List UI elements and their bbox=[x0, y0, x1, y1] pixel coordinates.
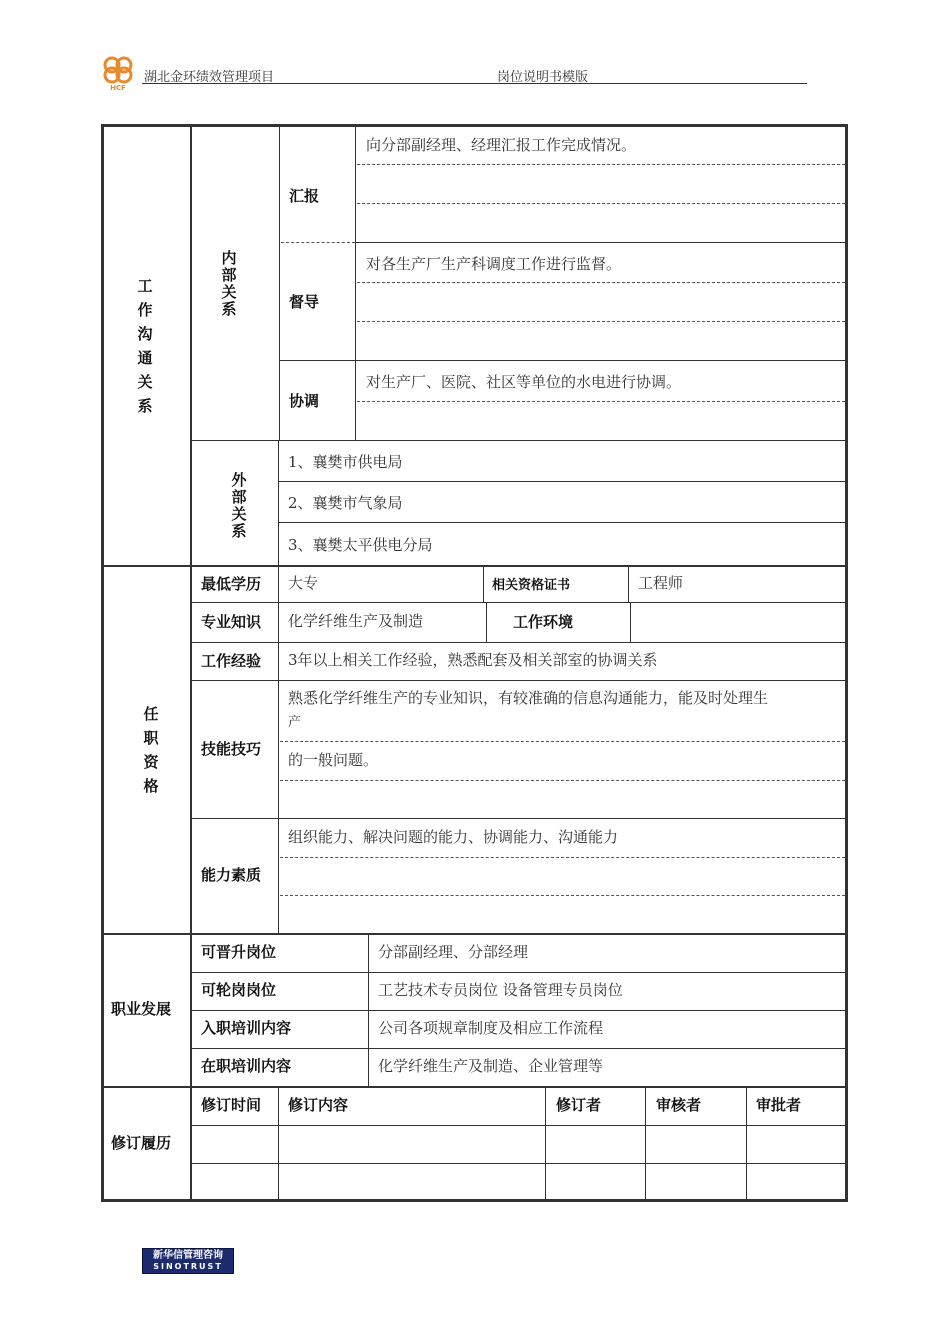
col-divider-cert-value bbox=[628, 566, 629, 602]
section-line-communication bbox=[103, 565, 845, 567]
external-item-2: 2、襄樊市气象局 bbox=[288, 494, 403, 512]
col-divider-cert bbox=[483, 566, 484, 602]
writing-line bbox=[280, 741, 845, 742]
row-line-rev-header bbox=[190, 1125, 845, 1126]
rotate-label: 可轮岗岗位 bbox=[201, 981, 277, 999]
rev-col-reviewer: 审核者 bbox=[656, 1096, 702, 1114]
col-divider-qualification bbox=[278, 566, 279, 934]
company-logo bbox=[100, 53, 138, 91]
cert-label: 相关资格证书 bbox=[492, 578, 571, 593]
supervise-text: 对各生产厂生产科调度工作进行监督。 bbox=[366, 255, 622, 273]
env-label: 工作环境 bbox=[513, 613, 574, 631]
coordinate-label: 协调 bbox=[289, 392, 320, 410]
writing-line bbox=[357, 282, 845, 283]
knowledge-label: 专业知识 bbox=[201, 613, 262, 631]
section-line-qualification bbox=[103, 933, 845, 935]
row-line-rotate bbox=[190, 1010, 845, 1011]
row-line-internal bbox=[190, 440, 845, 441]
row-line-promote bbox=[190, 972, 845, 973]
writing-line bbox=[280, 780, 845, 781]
row-line-rev-1 bbox=[190, 1163, 845, 1164]
row-dash-report bbox=[281, 242, 355, 243]
ability-label: 能力素质 bbox=[201, 866, 262, 884]
promote-value: 分部副经理、分部经理 bbox=[378, 943, 529, 961]
onjob-label: 在职培训内容 bbox=[201, 1057, 292, 1075]
section-label-communication: 工作沟通关系 bbox=[137, 277, 153, 415]
writing-line bbox=[280, 895, 845, 896]
col-divider-section bbox=[190, 126, 192, 1200]
exp-value: 3年以上相关工作经验，熟悉配套及相关部室的协调关系 bbox=[288, 651, 658, 669]
skill-line-2: 的一般问题。 bbox=[288, 751, 379, 769]
col-divider-rev-2 bbox=[545, 1086, 546, 1202]
col-divider-external bbox=[278, 440, 279, 566]
col-divider-env-value bbox=[630, 602, 631, 642]
exp-label: 工作经验 bbox=[201, 652, 262, 670]
row-line-supervise bbox=[279, 360, 845, 361]
col-divider-internal-content bbox=[355, 126, 356, 440]
skill-line-1b: 产 bbox=[288, 715, 302, 730]
footer-brand-logo bbox=[142, 1248, 234, 1274]
row-line-edu bbox=[190, 602, 845, 603]
row-line-ext-1 bbox=[278, 481, 845, 482]
rev-col-time: 修订时间 bbox=[201, 1096, 262, 1114]
report-text: 向分部副经理、经理汇报工作完成情况。 bbox=[366, 136, 637, 154]
col-divider-rev-1 bbox=[278, 1086, 279, 1202]
section-line-career bbox=[103, 1086, 845, 1088]
section-label-career: 职业发展 bbox=[111, 1000, 172, 1018]
row-line-skill bbox=[190, 818, 845, 819]
report-label: 汇报 bbox=[289, 187, 320, 205]
header-company: 湖北金环绩效管理项目 bbox=[144, 70, 275, 85]
logo-rings-icon bbox=[100, 53, 138, 91]
external-item-1: 1、襄樊市供电局 bbox=[288, 453, 403, 471]
skill-label: 技能技巧 bbox=[201, 740, 262, 758]
header-doc-title: 岗位说明书模版 bbox=[497, 70, 589, 85]
writing-line bbox=[357, 203, 845, 204]
row-line-knowledge bbox=[190, 642, 845, 643]
writing-line bbox=[280, 857, 845, 858]
header-rule bbox=[142, 83, 807, 84]
cert-value: 工程师 bbox=[638, 574, 684, 592]
supervise-label: 督导 bbox=[289, 293, 320, 311]
onjob-value: 化学纤维生产及制造、企业管理等 bbox=[378, 1057, 604, 1075]
footer-brand-cn: 新华信管理咨询 bbox=[153, 1250, 223, 1261]
footer-brand-en: SINOTRUST bbox=[153, 1262, 223, 1271]
col-divider-env bbox=[486, 602, 487, 642]
knowledge-value: 化学纤维生产及制造 bbox=[288, 612, 424, 630]
col-divider-rev-3 bbox=[645, 1086, 646, 1202]
edu-value: 大专 bbox=[288, 574, 319, 592]
col-divider-internal bbox=[279, 126, 280, 440]
section-label-qualification: 任职资格 bbox=[143, 705, 159, 795]
induction-label: 入职培训内容 bbox=[201, 1019, 292, 1037]
writing-line bbox=[357, 164, 845, 165]
promote-label: 可晋升岗位 bbox=[201, 943, 277, 961]
col-divider-rev-4 bbox=[746, 1086, 747, 1202]
edu-label: 最低学历 bbox=[201, 575, 262, 593]
skill-line-1: 熟悉化学纤维生产的专业知识，有较准确的信息沟通能力，能及时处理生 bbox=[288, 689, 769, 707]
external-item-3: 3、襄樊太平供电分局 bbox=[288, 536, 433, 554]
logo-text: HCF bbox=[110, 84, 126, 91]
rev-col-approver: 审批者 bbox=[756, 1096, 802, 1114]
rev-col-reviser: 修订者 bbox=[556, 1096, 602, 1114]
ability-value: 组织能力、解决问题的能力、协调能力、沟通能力 bbox=[288, 828, 619, 846]
writing-line bbox=[357, 401, 845, 402]
coordinate-text: 对生产厂、医院、社区等单位的水电进行协调。 bbox=[366, 373, 682, 391]
rotate-value: 工艺技术专员岗位 设备管理专员岗位 bbox=[378, 981, 623, 999]
section-label-revision: 修订履历 bbox=[111, 1134, 172, 1152]
induction-value: 公司各项规章制度及相应工作流程 bbox=[378, 1019, 604, 1037]
internal-relations-label: 内部关系 bbox=[221, 249, 237, 318]
row-line-report bbox=[355, 242, 845, 243]
row-line-exp bbox=[190, 680, 845, 681]
external-relations-label: 外部关系 bbox=[231, 471, 247, 540]
writing-line bbox=[357, 321, 845, 322]
rev-col-content: 修订内容 bbox=[288, 1096, 349, 1114]
row-line-ext-2 bbox=[278, 522, 845, 523]
row-line-induction bbox=[190, 1048, 845, 1049]
